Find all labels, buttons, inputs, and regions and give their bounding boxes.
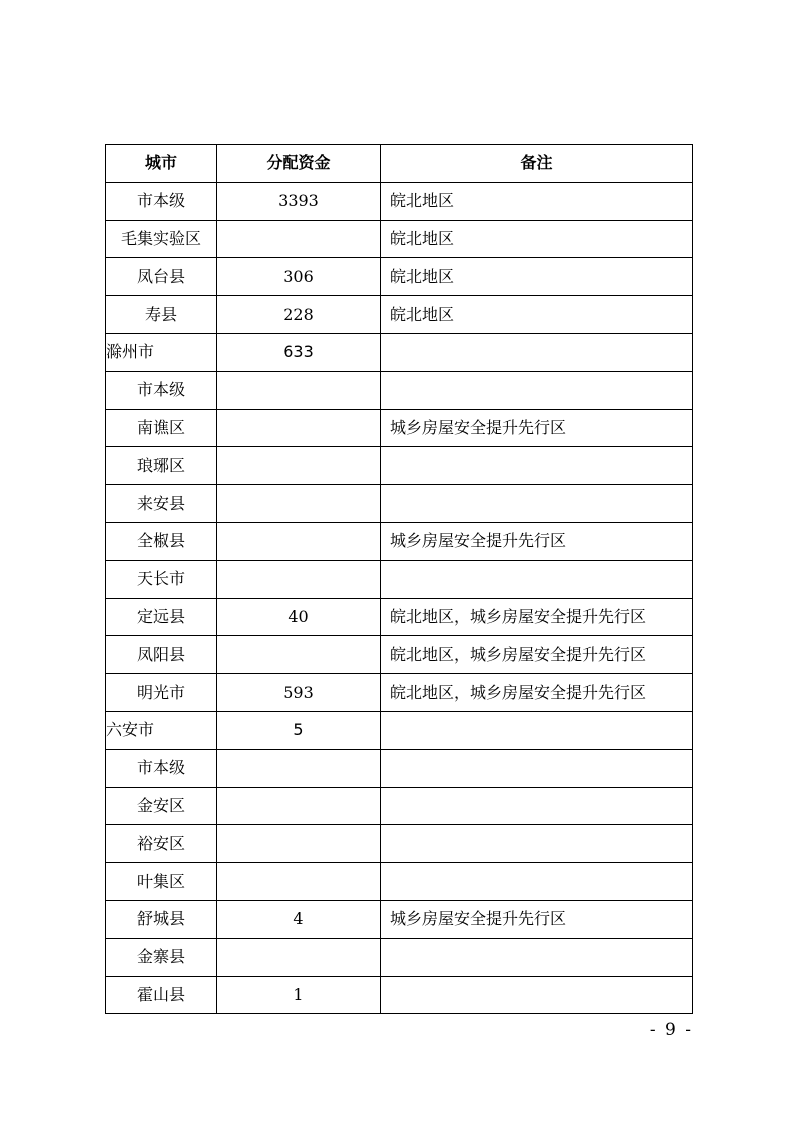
cell-note <box>381 825 693 863</box>
cell-amount <box>217 371 381 409</box>
cell-note: 城乡房屋安全提升先行区 <box>381 522 693 560</box>
cell-city: 滁州市 <box>106 333 217 371</box>
cell-amount <box>217 485 381 523</box>
cell-amount <box>217 636 381 674</box>
fund-allocation-table <box>105 144 693 1014</box>
cell-amount <box>217 938 381 976</box>
table-row <box>106 787 693 825</box>
table-row <box>106 863 693 901</box>
cell-note <box>381 485 693 523</box>
cell-note: 皖北地区 <box>381 258 693 296</box>
table-row <box>106 447 693 485</box>
cell-city: 叶集区 <box>106 863 217 901</box>
table-row <box>106 825 693 863</box>
cell-note: 城乡房屋安全提升先行区 <box>381 900 693 938</box>
cell-amount: 228 <box>217 296 381 334</box>
cell-amount <box>217 825 381 863</box>
cell-note: 皖北地区 <box>381 296 693 334</box>
cell-note: 皖北地区 <box>381 182 693 220</box>
cell-amount: 3393 <box>217 182 381 220</box>
table-row <box>106 522 693 560</box>
cell-note <box>381 976 693 1014</box>
header-note: 备注 <box>381 145 693 183</box>
cell-amount: 4 <box>217 900 381 938</box>
table-header-row <box>106 145 693 183</box>
table-row <box>106 636 693 674</box>
table-row <box>106 182 693 220</box>
table-row-prefecture <box>106 711 693 749</box>
cell-city: 天长市 <box>106 560 217 598</box>
table-row <box>106 258 693 296</box>
cell-amount <box>217 447 381 485</box>
cell-city: 凤台县 <box>106 258 217 296</box>
header-amount: 分配资金 <box>217 145 381 183</box>
cell-note <box>381 560 693 598</box>
cell-note: 城乡房屋安全提升先行区 <box>381 409 693 447</box>
cell-amount: 5 <box>217 711 381 749</box>
cell-amount <box>217 409 381 447</box>
table-row <box>106 749 693 787</box>
cell-city: 霍山县 <box>106 976 217 1014</box>
table-row <box>106 296 693 334</box>
table-row <box>106 674 693 712</box>
cell-city: 琅琊区 <box>106 447 217 485</box>
cell-city: 明光市 <box>106 674 217 712</box>
table-row <box>106 409 693 447</box>
cell-note <box>381 447 693 485</box>
cell-amount: 633 <box>217 333 381 371</box>
cell-amount <box>217 787 381 825</box>
cell-city: 裕安区 <box>106 825 217 863</box>
cell-note <box>381 711 693 749</box>
table-row <box>106 371 693 409</box>
cell-amount <box>217 749 381 787</box>
cell-city: 凤阳县 <box>106 636 217 674</box>
cell-amount: 593 <box>217 674 381 712</box>
cell-note <box>381 333 693 371</box>
table-row <box>106 900 693 938</box>
cell-note: 皖北地区，城乡房屋安全提升先行区 <box>381 636 693 674</box>
cell-note <box>381 749 693 787</box>
cell-city: 金寨县 <box>106 938 217 976</box>
cell-note <box>381 787 693 825</box>
table-row-prefecture <box>106 333 693 371</box>
cell-note: 皖北地区 <box>381 220 693 258</box>
table-row <box>106 220 693 258</box>
cell-amount: 306 <box>217 258 381 296</box>
cell-city: 舒城县 <box>106 900 217 938</box>
cell-city: 寿县 <box>106 296 217 334</box>
cell-city: 毛集实验区 <box>106 220 217 258</box>
cell-amount <box>217 863 381 901</box>
table-row <box>106 976 693 1014</box>
cell-amount: 1 <box>217 976 381 1014</box>
table-row <box>106 485 693 523</box>
header-city: 城市 <box>106 145 217 183</box>
cell-city: 全椒县 <box>106 522 217 560</box>
table-row <box>106 560 693 598</box>
cell-note <box>381 938 693 976</box>
cell-city: 市本级 <box>106 749 217 787</box>
cell-city: 金安区 <box>106 787 217 825</box>
cell-city: 来安县 <box>106 485 217 523</box>
cell-city: 南谯区 <box>106 409 217 447</box>
cell-amount: 40 <box>217 598 381 636</box>
cell-amount <box>217 220 381 258</box>
cell-city: 市本级 <box>106 371 217 409</box>
cell-note: 皖北地区，城乡房屋安全提升先行区 <box>381 598 693 636</box>
cell-note <box>381 863 693 901</box>
cell-note: 皖北地区，城乡房屋安全提升先行区 <box>381 674 693 712</box>
table-body <box>106 182 693 1014</box>
cell-city: 市本级 <box>106 182 217 220</box>
table-row <box>106 598 693 636</box>
cell-amount <box>217 522 381 560</box>
cell-note <box>381 371 693 409</box>
cell-city: 六安市 <box>106 711 217 749</box>
cell-amount <box>217 560 381 598</box>
page-number: - 9 - <box>649 1020 693 1040</box>
table-row <box>106 938 693 976</box>
cell-city: 定远县 <box>106 598 217 636</box>
